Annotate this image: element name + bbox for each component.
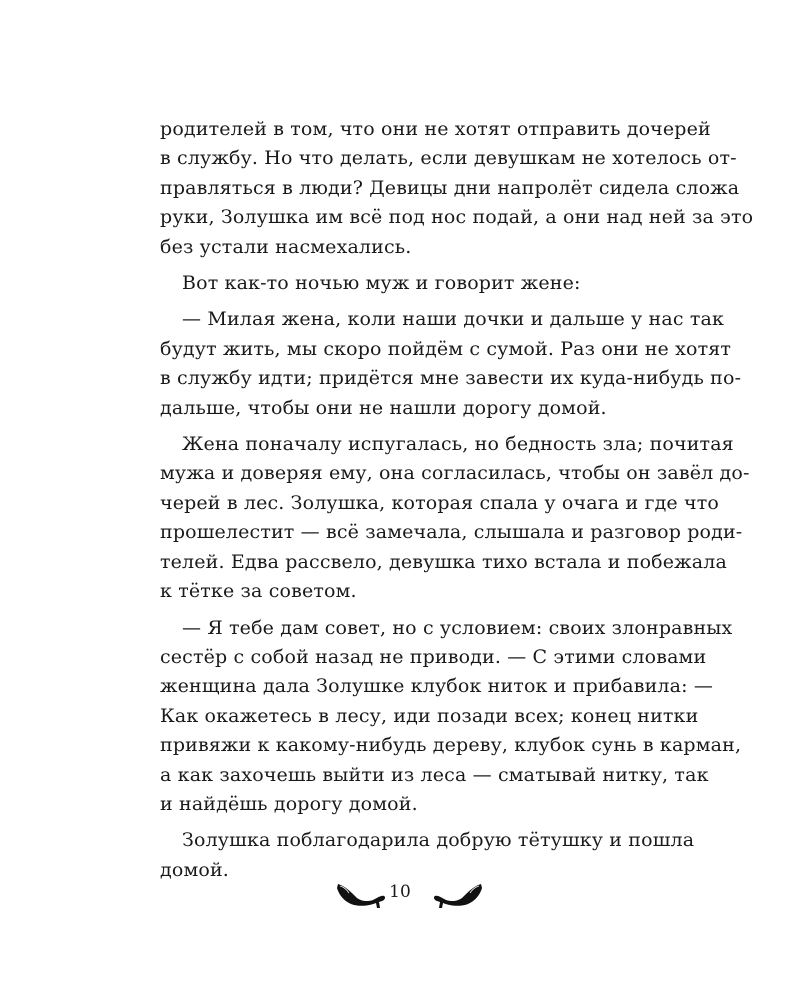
text-line: домой. [160,858,229,881]
text-line: правляться в люди? Девицы дни напролёт сидела сложа [160,176,740,199]
paragraph [160,115,754,262]
text-line: привяжи к какому-нибудь дереву, клубок сунь в карман, [160,734,742,757]
text-line: черей в лес. Золушка, которая спала у очага и где что [160,491,719,514]
text-line: дальше, чтобы они не нашли дорогу домой. [160,396,607,419]
text-line: руки, Золушка им всё под нос подай, а они над ней за это [160,206,754,229]
text-line: будут жить, мы скоро пойдём с сумой. Раз они не хотят [160,337,732,360]
body-text [160,115,754,892]
paragraph [160,614,742,820]
text-line: родителей в том, что они не хотят отправить дочерей [160,118,711,140]
shoe-icon [432,878,484,910]
text-line: — Я тебе дам совет, но с условием: своих злонравных [182,616,733,639]
page-number: 10 [389,882,411,902]
paragraph [160,430,750,606]
text-line: прошелестит — всё замечала, слышала и разговор роди- [160,521,743,544]
text-line: телей. Едва рассвело, девушка тихо встала и побежала [160,550,727,573]
text-line: Золушка поблагодарила добрую тётушку и пошла [182,829,695,852]
text-line: к тётке за советом. [160,580,357,603]
text-line: сестёр с собой назад не приводи. — С этими словами [160,645,707,668]
text-line: Вот как-то ночью муж и говорит жене: [182,272,581,295]
paragraph [160,269,672,298]
text-line: Жена поначалу испугалась, но бедность зла; почитая [182,433,734,456]
text-line: а как захочешь выйти из леса — сматывай нитку, так [160,763,709,786]
text-line: без устали насмехались. [160,235,412,258]
page-footer [0,868,800,918]
text-line: Как окажетесь в лесу, иди позади всех; конец нитки [160,704,699,727]
text-line: и найдёшь дорогу домой. [160,792,418,815]
text-line: в службу. Но что делать, если девушкам не хотелось от- [160,147,737,170]
paragraph [160,305,742,423]
text-line: мужа и доверяя ему, она согласилась, чтобы он завёл до- [160,462,750,485]
text-line: женщина дала Золушке клубок ниток и прибавила: — [160,675,714,698]
text-line: — Милая жена, коли наши дочки и дальше у нас так [182,308,724,331]
text-line: в службу идти; придётся мне завести их куда-нибудь по- [160,367,742,390]
